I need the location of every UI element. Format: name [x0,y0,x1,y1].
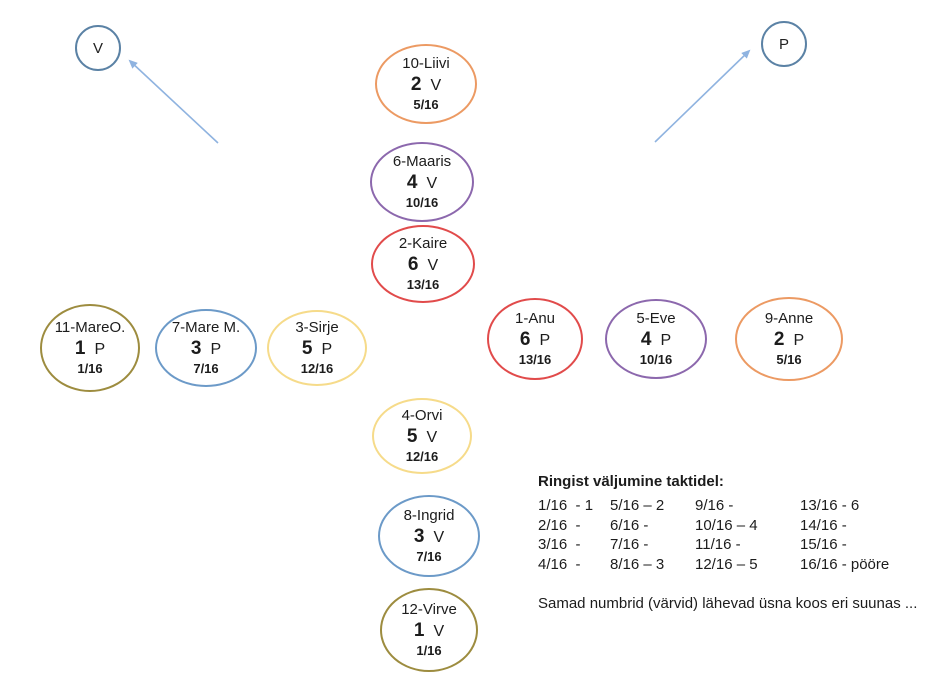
node-letter: P [210,341,222,358]
exit-cell-2-1: 7/16 - [610,536,649,553]
node-name: 5-Eve [636,310,676,327]
node-9-anne [735,297,843,381]
node-value [520,328,550,352]
node-3-sirje [267,310,367,386]
exit-circle-p [761,21,807,67]
exit-legend-grid [538,496,920,574]
exit-cell-2-2: 11/16 - [695,536,741,553]
node-name: 9-Anne [764,310,814,327]
node-fraction: 1/16 [77,361,103,376]
exit-cell-2-0: 3/16 - [538,536,581,553]
exit-p-label: P [778,35,789,53]
node-letter: V [426,175,438,192]
node-value [407,425,437,449]
node-letter: P [793,332,805,349]
exit-cell-1-0: 2/16 - [538,516,581,534]
node-name: 8-Ingrid [403,507,455,524]
node-number: 4 [406,172,418,193]
node-fraction: 10/16 [405,195,439,210]
node-number: 3 [190,338,202,359]
node-value [408,253,438,277]
node-fraction: 7/16 [193,361,219,376]
node-2-kaire [371,225,475,303]
node-name: 1-Anu [514,310,556,327]
node-12-virve [380,588,478,672]
exit-cell-1-3: 14/16 - [800,516,847,534]
node-value [414,619,444,643]
node-number: 2 [410,74,422,95]
node-name: 12-Virve [401,601,457,618]
node-fraction: 5/16 [776,352,802,367]
node-number: 5 [301,338,313,359]
exit-cell-1-1: 6/16 - [610,516,649,534]
exit-cell-0-1: 5/16 – 2 [610,497,665,514]
node-value [302,337,332,361]
node-1-anu [487,298,583,380]
node-7-mare-m [155,309,257,387]
node-name: 10-Liivi [402,55,450,72]
node-fraction: 12/16 [300,361,334,376]
node-name: 3-Sirje [295,319,339,336]
node-value [641,328,671,352]
node-value [411,73,441,97]
node-value [407,171,437,195]
node-number: 1 [413,620,425,641]
node-6-maaris [370,142,474,222]
node-fraction: 13/16 [518,352,552,367]
footnote: Samad numbrid (värvid) lähevad üsna koos eri suunas ... [538,595,918,612]
node-name: 6-Maaris [392,153,452,170]
node-fraction: 13/16 [406,277,440,292]
node-value [774,328,804,352]
node-10-liivi [375,44,477,124]
node-letter: P [539,332,551,349]
node-letter: P [321,341,333,358]
node-fraction: 5/16 [413,97,439,112]
node-number: 5 [406,426,418,447]
node-letter: V [430,77,442,94]
node-11-mareo [40,304,140,392]
exit-legend [538,472,920,574]
node-letter: V [427,257,439,274]
node-letter: V [433,623,445,640]
node-value [191,337,221,361]
node-number: 4 [640,329,652,350]
node-fraction: 1/16 [416,643,442,658]
node-name: 7-Mare M. [171,319,241,336]
exit-cell-1-2: 10/16 – 4 [695,516,758,534]
exit-legend-title: Ringist väljumine taktidel: [538,473,724,490]
exit-cell-3-3: 16/16 - pööre [800,555,890,573]
exit-cell-3-0: 4/16 - [538,555,581,573]
node-number: 2 [773,329,785,350]
exit-cell-0-0: 1/16 - 1 [538,497,594,514]
node-number: 3 [413,526,425,547]
node-letter: V [426,429,438,446]
node-letter: P [660,332,672,349]
exit-cell-0-3: 13/16 - 6 [800,497,860,514]
exit-cell-3-1: 8/16 – 3 [610,555,665,573]
node-fraction: 10/16 [639,352,673,367]
node-number: 6 [407,254,419,275]
node-8-ingrid [378,495,480,577]
node-number: 6 [519,329,531,350]
node-fraction: 12/16 [405,449,439,464]
node-value [75,337,105,361]
node-name: 2-Kaire [398,235,448,252]
node-4-orvi [372,398,472,474]
exit-circle-v [75,25,121,71]
exit-cell-2-3: 15/16 - [800,536,847,553]
node-value [414,525,444,549]
node-letter: V [433,529,445,546]
arrow-to-p [655,51,749,142]
node-fraction: 7/16 [416,549,442,564]
exit-cell-3-2: 12/16 – 5 [695,555,758,573]
node-letter: P [94,341,106,358]
exit-v-label: V [92,39,103,57]
exit-cell-0-2: 9/16 - [695,497,734,514]
arrow-to-v [130,61,218,143]
node-number: 1 [74,338,86,359]
node-name: 11-MareO. [54,319,126,336]
node-5-eve [605,299,707,379]
node-name: 4-Orvi [401,407,443,424]
